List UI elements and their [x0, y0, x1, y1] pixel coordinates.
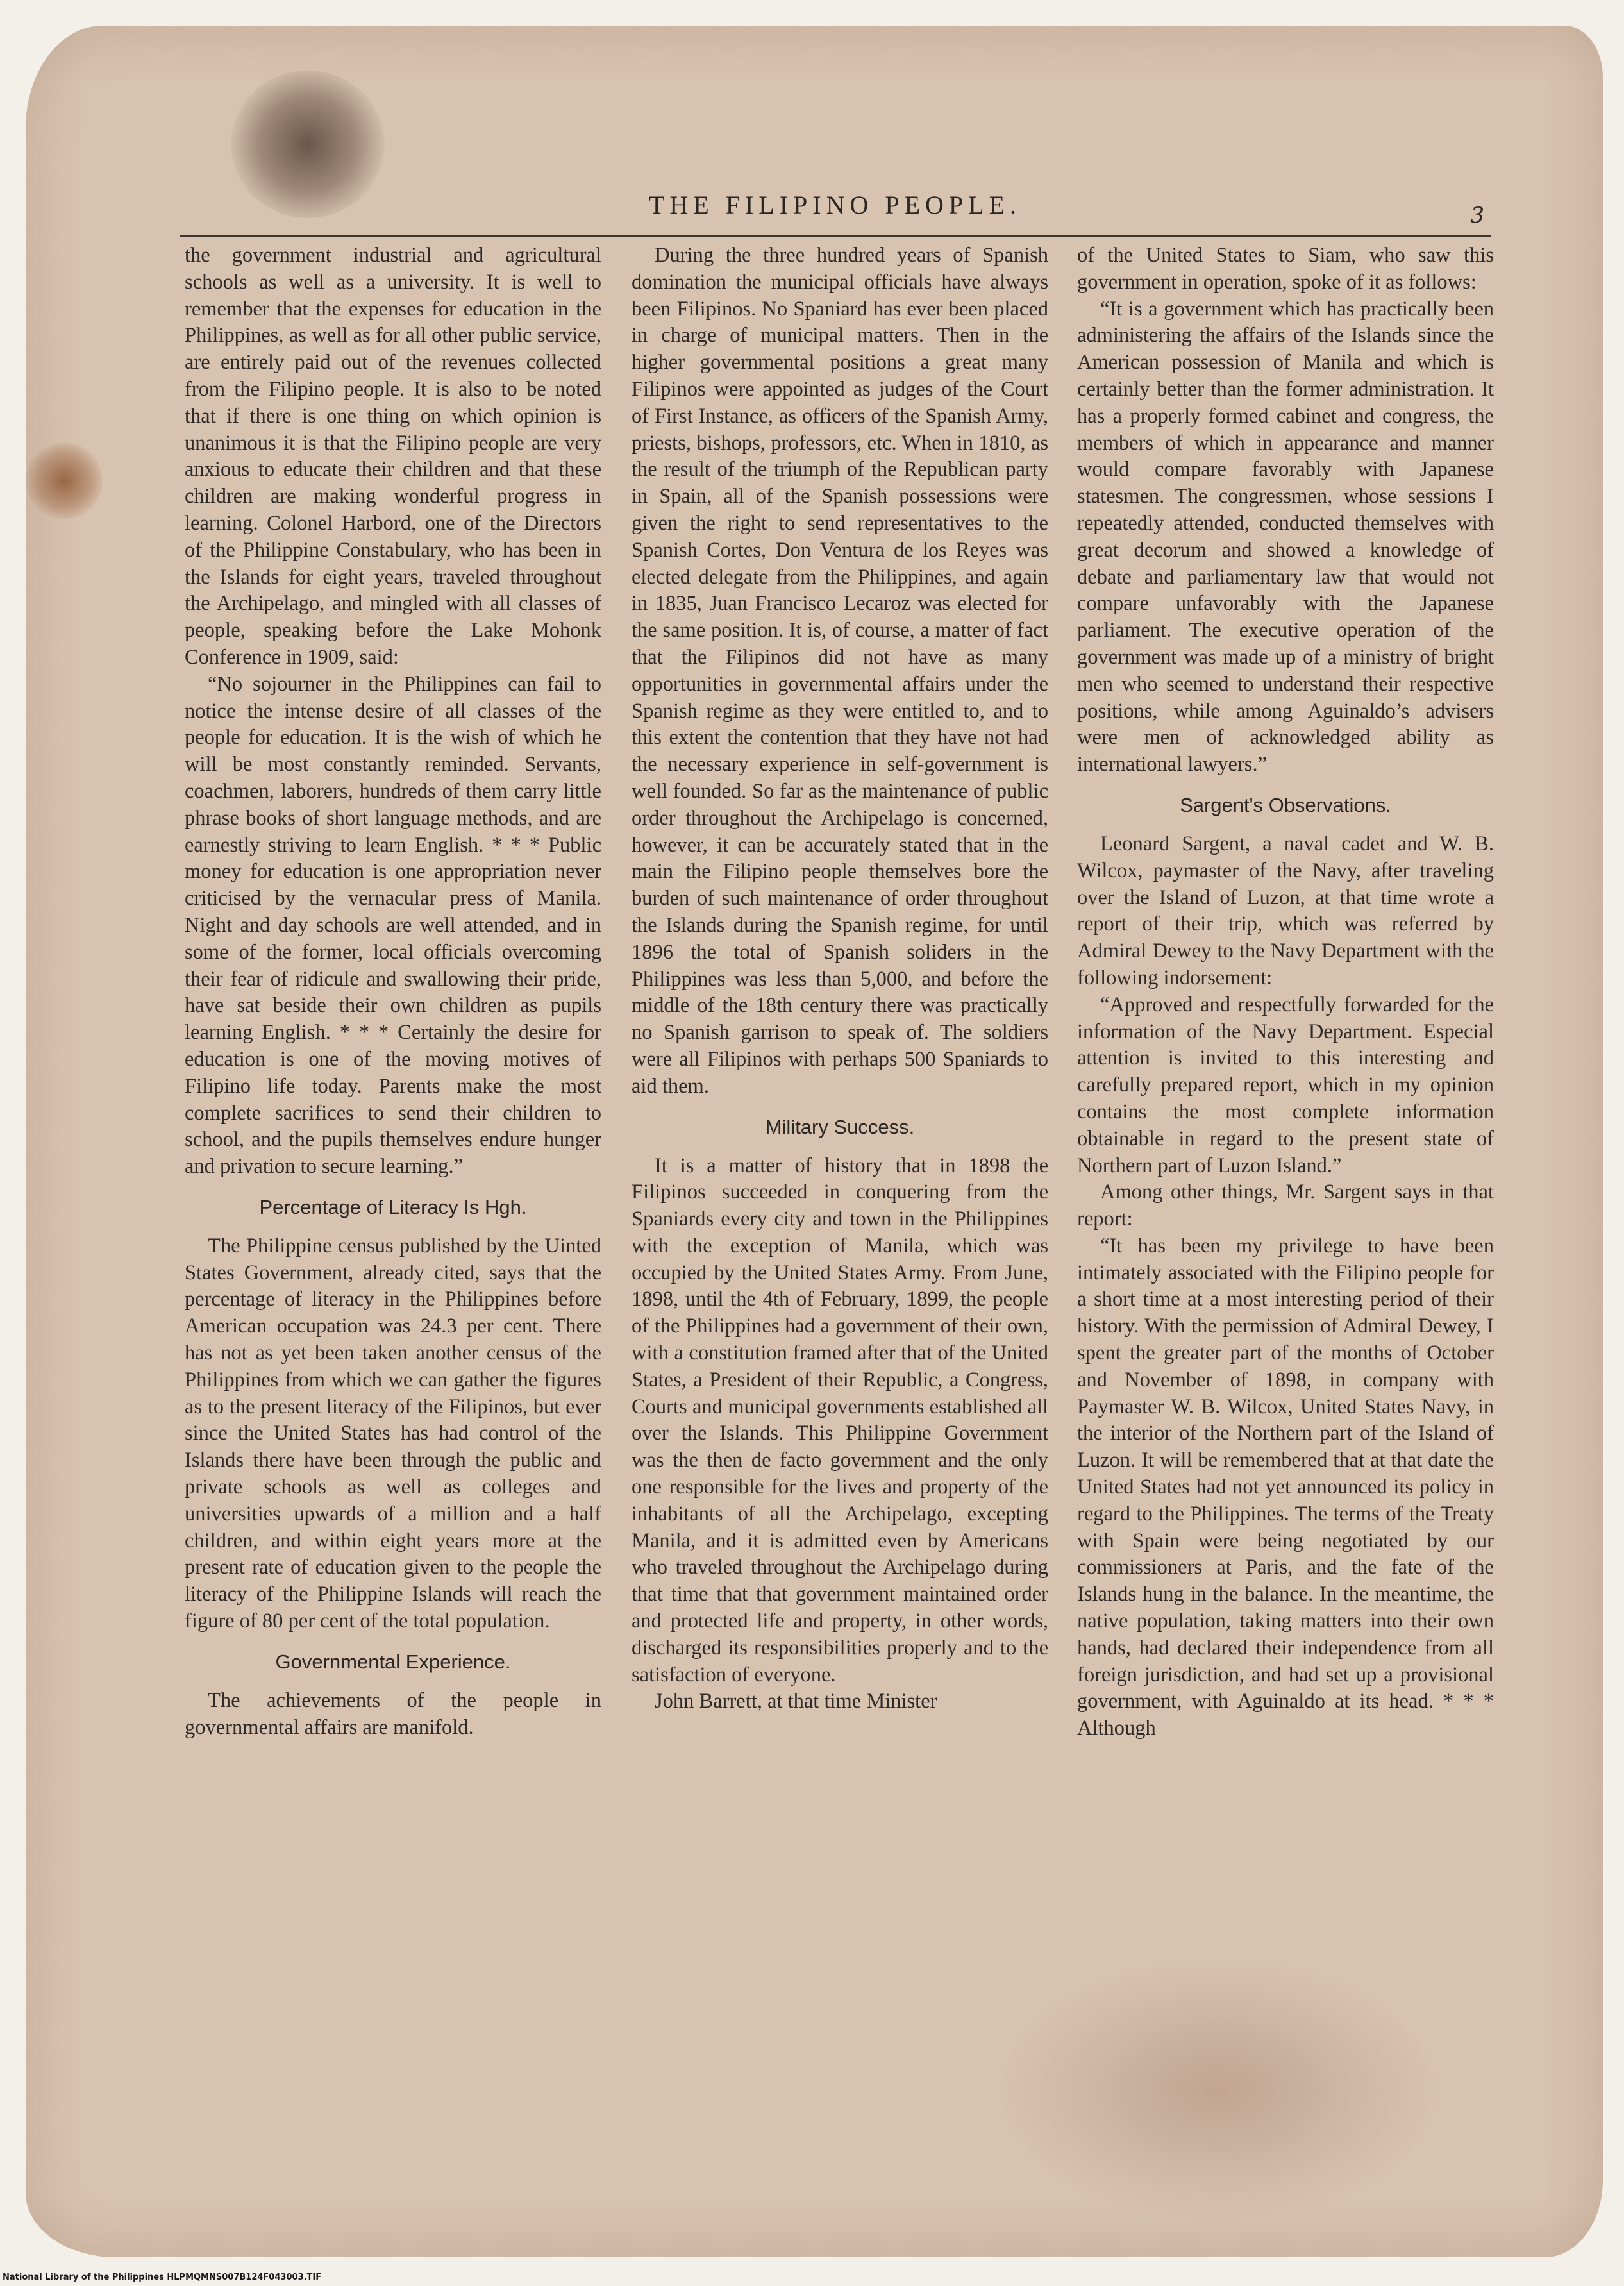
paragraph: During the three hundred years of Spanish domination the municipal officials have always been Filipinos. No Spaniard has ever been placed in charge of municipal matters. Then in the higher governmental positions a great many Filipinos were appointed as judges of the Court of First Instance, as officers of the Spanish Army, priests, bishops, professors, etc. When in 1810, as the result of the triumph of the Republican party in Spain, all of the Spanish possessions were given the right to send representatives to the Spanish Cortes, Don Ventura de los Reyes was elected delegate from the Philippines, and again in 1835, Juan Francisco Lecaroz was elected for the same position. It is, of course, a matter of fact that the Filipinos did not have as many opportunities in governmental affairs under the Spanish regime as they were entitled to, and to this extent the contention that they have not had the necessary experience in self-government is well founded. So far as the maintenance of public order throughout the Archipelago is concerned, however, it can be accurately stated that in the main the Filipino people themselves bore the burden of such maintenance of order throughout the Islands during the Spanish regime, for until 1896 the total of Spanish soliders in the Philippines was less than 5,000, and before the middle of the 18th century there was practically no Spanish garrison to speak of. The soldiers were all Filipinos with perhaps 500 Spaniards to aid them.: [632, 244, 1048, 1098]
column-1: [185, 242, 601, 2166]
paragraph: Leonard Sargent, a naval cadet and W. B. Wilcox, paymaster of the Navy, after traveling over the Island of Luzon, at that time wrote a report of their trip, which was referred by Admiral Dewey to the Navy Department with the following indorsement:: [1077, 832, 1494, 989]
paragraph: the government industrial and agricultural schools as well as a university. It is well to remember that the expenses for education in the Philippines, as well as for all other public service, are entirely paid out of the revenues collected from the Filipino people. It is also to be noted that if there is one thing on which opinion is unanimous it is that the Filipino people are very anxious to educate their children and that these children are making wonderful progress in learning. Colonel Harbord, one of the Directors of the Philippine Constabulary, who has been in the Islands for eight years, traveled throughout the Archipelago, and mingled with all classes of people, speaking before the Lake Mohonk Conference in 1909, said:: [185, 244, 601, 669]
quote-paragraph: “Approved and respectfully forwarded for the information of the Navy Department. Especial attention is invited to this interesting and carefully prepared report, which in my opinion contains the most complete information obtainable in regard to the present state of Northern part of Luzon Island.”: [1077, 993, 1494, 1177]
scan-footer: National Library of the Philippines HLPMQMNS007B124F043003.TIF: [3, 2273, 322, 2282]
quote-paragraph: “It has been my privilege to have been intimately associated with the Filipino people for a short time at a most interesting period of their history. With the permission of Admiral Dewey, I spent the greater part of the months of October and November of 1898, in company with Paymaster W. B. Wilcox, United States Navy, in the interior of the Northern part of the Island of Luzon. It will be remembered that at that date the United States had not yet announced its policy in regard to the Philippines. The terms of the Treaty with Spain were being negotiated by our commissioners at Paris, and the fate of the Islands hung in the balance. In the meantime, the native population, taking matters into their own hands, had declared their independence from all foreign jurisdiction, and had set up a provisional government, with Aguinaldo at its head. * * * Although: [1077, 1234, 1494, 1740]
paragraph: The achievements of the people in governmental affairs are manifold.: [185, 1688, 601, 1739]
publication-title: THE FILIPINO PEOPLE.: [648, 190, 1022, 219]
column-2: [632, 242, 1048, 2166]
paragraph: of the United States to Siam, who saw this government in operation, spoke of it as follows:: [1077, 244, 1494, 294]
quote-paragraph: “It is a government which has practically been administering the affairs of the Islands since the American possession of Manila and which is certainly better than the former administration. It has a properly formed cabinet and congress, the members of which in appearance and manner would compare favorably with Japanese statesmen. The congressmen, whose sessions I repeatedly attended, conducted themselves with great decorum and showed a knowledge of debate and parliamentary law that would not compare unfavorably with the Japanese parliament. The executive operation of the government was made up of a ministry of bright men who seemed to understand their respective positions, while among Aguinaldo’s advisers were men of acknowledged ability as international lawyers.”: [1077, 297, 1494, 777]
paragraph: It is a matter of history that in 1898 the Filipinos succeeded in conquering from the Spaniards every city and town in the Philippines with the exception of Manila, which was occupied by the United States Army. From June, 1898, until the 4th of February, 1899, the people of the Philippines had a government of their own, with a constitution framed after that of the United States, a President of their Republic, a Congress, Courts and municipal governments established all over the Islands. This Philippine Government was the then de facto government and the only one responsible for the lives and property of the inhabitants of all the Archipelago, excepting Manila, and it is admitted even by Americans who traveled throughout the Archipelago during that time that that government maintained order and protected life and property, in other words, discharged its responsibilities properly and to the satisfaction of everyone.: [632, 1154, 1048, 1686]
paragraph: John Barrett, at that time Minister: [655, 1690, 937, 1713]
quote-paragraph: “No sojourner in the Philippines can fail to notice the intense desire of all classes of the people for education. It is the wish of which he will be most constantly reminded. Servants, coachmen, laborers, hundreds of them carry little phrase books of short language methods, and are earnestly striving to learn English. * * * Public money for education is one appropriation never criticised by the vernacular press of Manila. Night and day schools are well attended, and in some of the former, local officials overcoming their fear of ridicule and swallowing their pride, have sat beside their own children as pupils learning English. * * * Certainly the desire for education is one of the moving motives of Filipino life today. Parents make the most complete sacrifices to send their children to school, and the pupils themselves endure hunger and privation to secure learning.”: [185, 672, 601, 1179]
paragraph: Among other things, Mr. Sargent says in that report:: [1077, 1181, 1494, 1231]
page-number: 3: [1470, 203, 1484, 228]
section-heading-literacy: Percentage of Literacy Is Hgh.: [259, 1195, 527, 1218]
section-heading-sargents-observations: Sargent's Observations.: [1180, 793, 1391, 816]
paragraph: The Philippine census published by the Uinted States Government, already cited, says that the percentage of literacy in the Philippines before American occupation was 24.3 per cent. There has not as yet been taken another census of the Philippines from which we can gather the figures as to the present literacy of the Filipinos, but ever since the United States has had control of the Islands there have been through the public and private schools as well as colleges and universities upwards of a million and a half children, and within eight years more at the present rate of education given to the people the literacy of the Philippine Islands will reach the figure of 80 per cent of the total population.: [185, 1234, 601, 1633]
column-3: [1077, 242, 1494, 2166]
section-heading-governmental-experience: Governmental Experience.: [275, 1650, 511, 1673]
section-heading-military-success: Military Success.: [765, 1115, 915, 1138]
masthead: [180, 190, 1491, 237]
rust-stain: [26, 442, 103, 519]
